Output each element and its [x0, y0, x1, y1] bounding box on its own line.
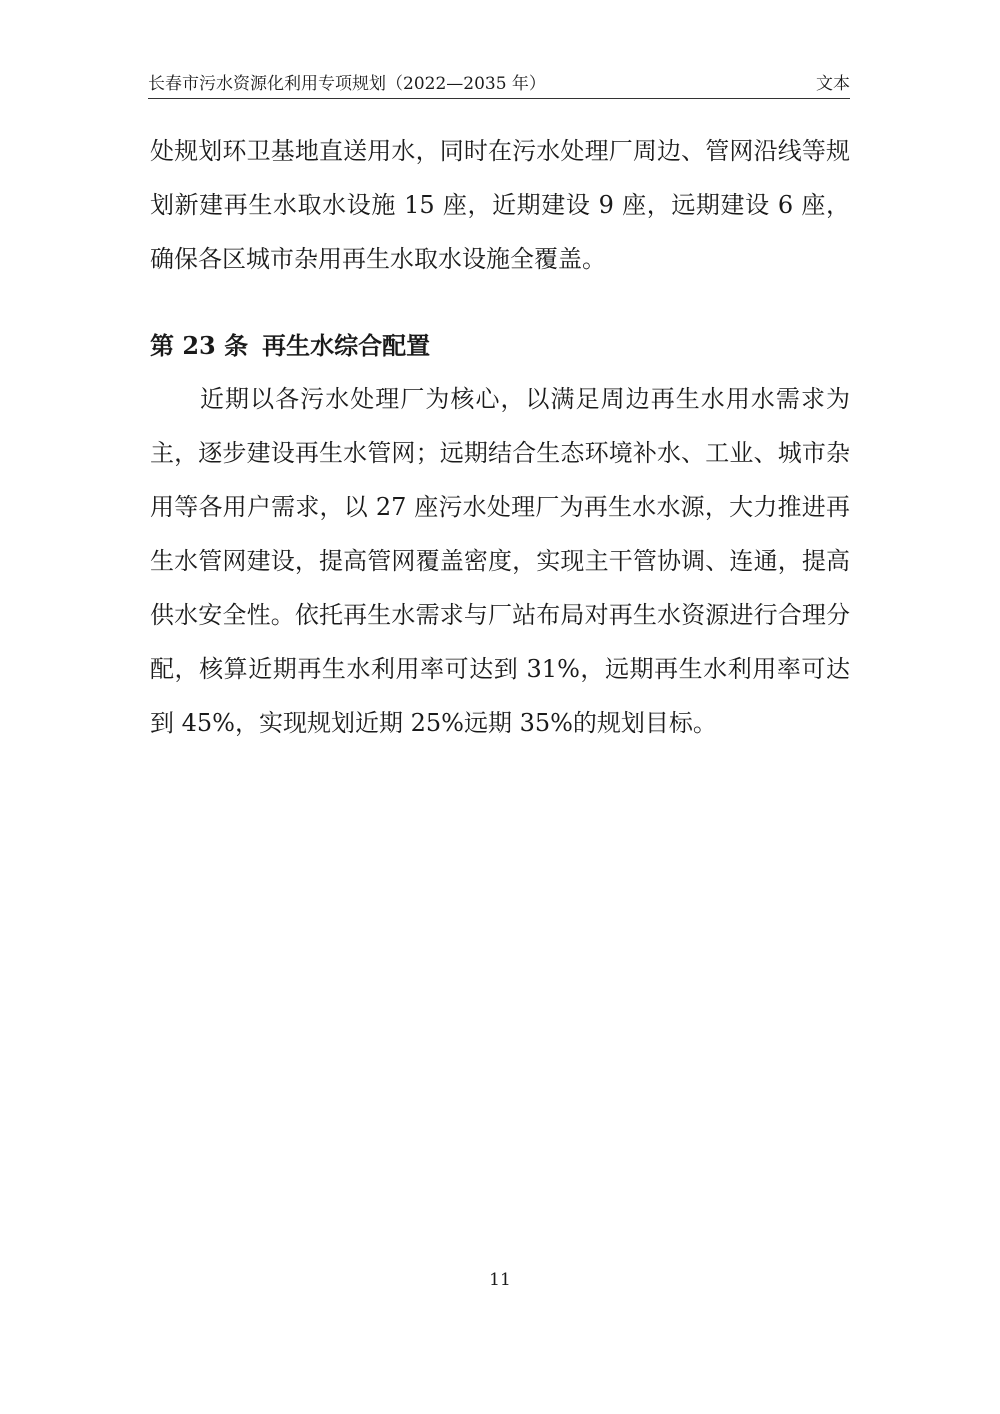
- page-content: [150, 124, 850, 750]
- document-title: 长春市污水资源化利用专项规划（2022—2035 年）: [148, 74, 546, 94]
- section-label: 文本: [816, 74, 850, 94]
- article-paragraph: 近期以各污水处理厂为核心，以满足周边再生水用水需求为主，逐步建设再生水管网；远期结合生态环境补水、工业、城市杂用等各用户需求，以 27 座污水处理厂为再生水水源，大力推进再生水管网建设，提高管网覆盖密度，实现主干管协调、连通，提高供水安全性。依托再生水需求与厂站布局对再生水资源进行合理分配，核算近期再生水利用率可达到 31%，远期再生水利用率可达到 45%，实现规划近期 25%远期 35%的规划目标。: [150, 385, 850, 737]
- page-header: [148, 72, 850, 99]
- continued-paragraph: 处规划环卫基地直送用水，同时在污水处理厂周边、管网沿线等规划新建再生水取水设施 15 座，近期建设 9 座，远期建设 6 座，确保各区城市杂用再生水取水设施全覆盖。: [150, 137, 850, 273]
- article-number: 第 23 条: [150, 331, 249, 360]
- page-number: 11: [489, 1270, 511, 1290]
- article-heading: [150, 320, 850, 372]
- article-title: 再生水综合配置: [262, 331, 431, 360]
